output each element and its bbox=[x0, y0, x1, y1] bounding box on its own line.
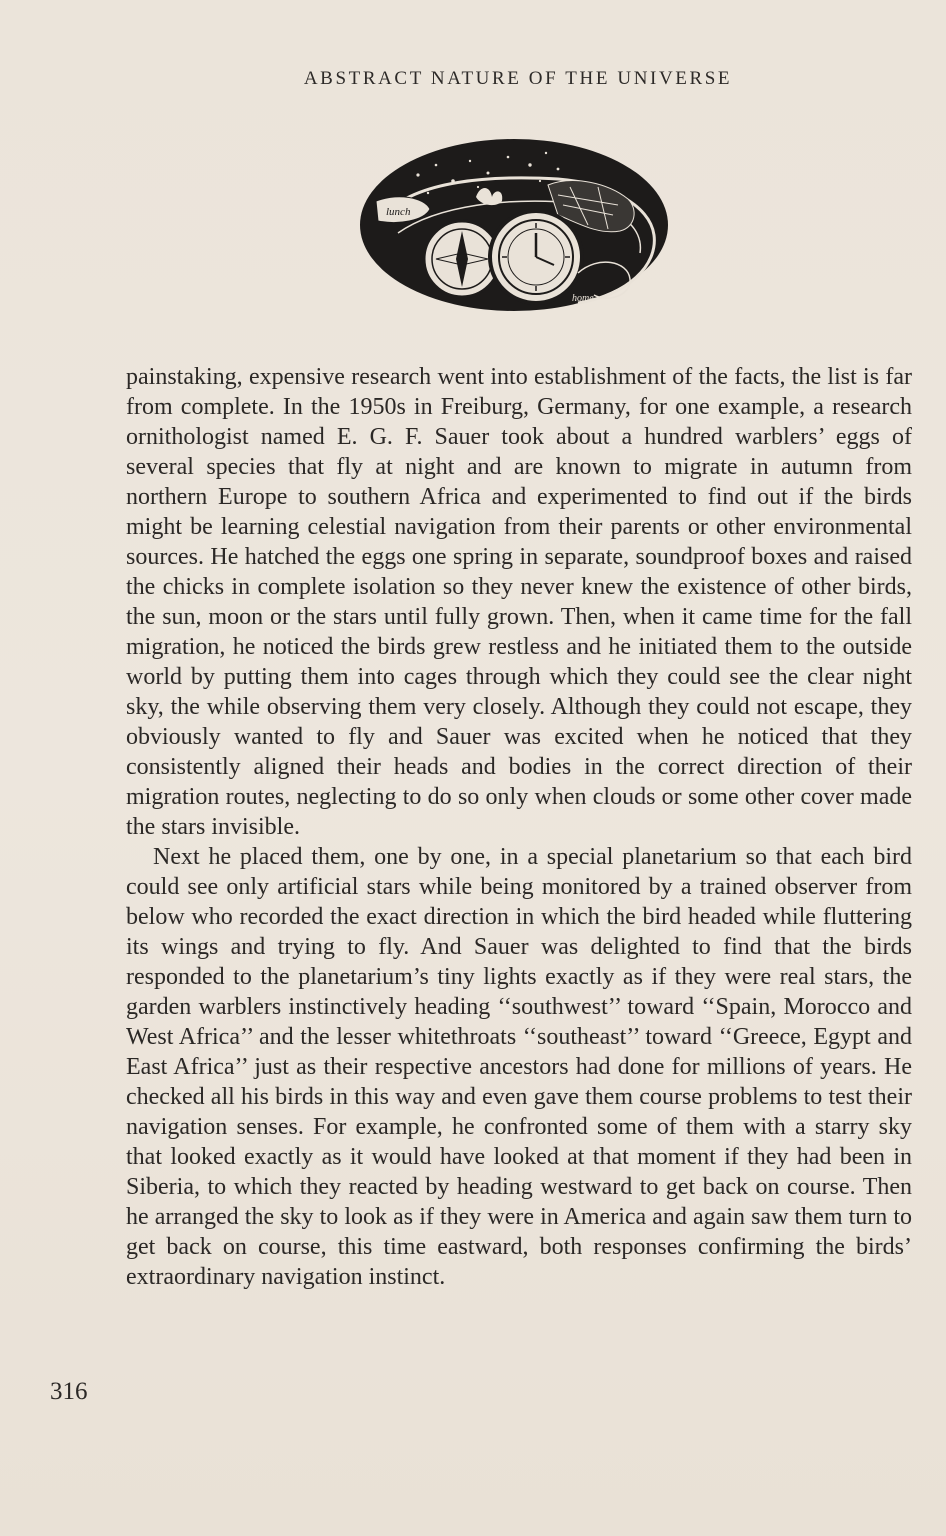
page-number: 316 bbox=[50, 1378, 88, 1405]
egg-vignette-illustration bbox=[358, 135, 670, 315]
home-label: home bbox=[572, 293, 594, 304]
lunch-label: lunch bbox=[386, 206, 411, 218]
body-text bbox=[126, 362, 912, 1292]
paragraph-1: painstaking, expensive research went into establishment of the facts, the list is far from complete. In the 1950s in Freiburg, Germany, for one example, a research ornithologist named E. G. F. Sauer took about a hundred warblers’ eggs of several species that fly at night and are known to migrate in autumn from northern Europe to southern Africa and experimented to find out if the birds might be learning celestial navigation from their parents or other environmental sources. He hatched the eggs one spring in separate, soundproof boxes and raised the chicks in complete isolation so they never knew the existence of other birds, the sun, moon or the stars until fully grown. Then, when it came time for the fall migration, he noticed the birds grew restless and he initiated them to the outside world by putting them into cages through which they could see the clear night sky, the while observing them very closely. Although they could not escape, they obviously wanted to fly and Sauer was excited when he noticed that they consistently aligned their heads and bodies in the correct direction of their migration routes, neglecting to do so only when clouds or some other cover made the stars invisible. bbox=[126, 364, 912, 840]
paragraph-2: Next he placed them, one by one, in a special planetarium so that each bird could see only artificial stars while being monitored by a trained observer from below who recorded the exact direction in which the bird headed while fluttering its wings and trying to fly. And Sauer was delighted to find that the birds responded to the planetarium’s tiny lights exactly as if they were real stars, the garden warblers instinctively heading ‘‘southwest’’ toward ‘‘Spain, Morocco and West Africa’’ and the lesser whitethroats ‘‘southeast’’ toward ‘‘Greece, Egypt and East Africa’’ just as their respective ancestors had done for millions of years. He checked all his birds in this way and even gave them course problems to test their navigation senses. For example, he confronted some of them with a starry sky that looked exactly as it would have looked at that moment if they had been in Siberia, to which they reacted by heading westward to get back on course. Then he arranged the sky to look as if they were in America and again saw them turn to get back on course, this time eastward, both responses confirming the birds’ extraordinary navigation instinct. bbox=[126, 844, 912, 1290]
running-head: ABSTRACT NATURE OF THE UNIVERSE bbox=[303, 68, 733, 89]
